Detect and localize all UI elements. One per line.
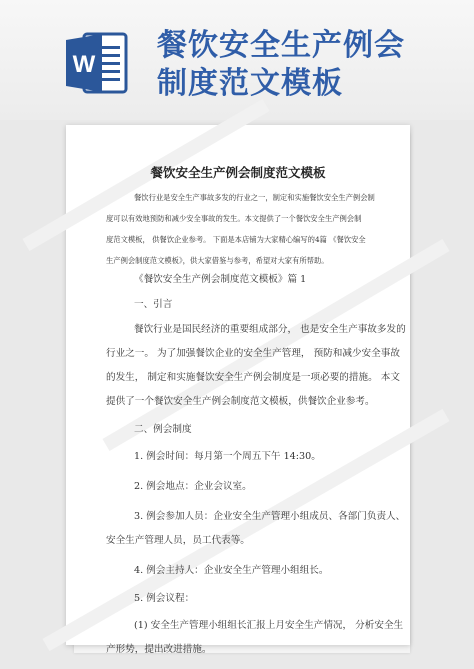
rule-item-host: 4. 例会主持人：企业安全生产管理小组组长。 (134, 565, 329, 576)
rule-item-agenda: 5. 例会议程： (134, 593, 195, 604)
banner-title-line1: 餐饮安全生产例会 (157, 28, 405, 63)
banner-header (0, 0, 474, 120)
intro-line-2: 度可以有效地预防和减少安全事故的发生。本文提供了一个餐饮安全生产例会制 (106, 214, 362, 223)
intro-line-4: 生产例会制度范文模板》，供大家借鉴与参考，希望对大家有所帮助。 (106, 256, 329, 265)
rule-item-attendees-2: 安全生产管理人员，员工代表等。 (106, 535, 250, 546)
section-heading-intro: 一、引言 (134, 299, 173, 310)
rule-item-attendees-1: 3. 例会参加人员：企业安全生产管理小组成员、各部门负责人、 (134, 511, 406, 522)
sub-heading: 《餐饮安全生产例会制度范文模板》篇 1 (134, 274, 307, 285)
para1-line-1: 餐饮行业是国民经济的重要组成部分， 也是安全生产事故多发的 (134, 324, 406, 335)
para1-line-2: 行业之一。 为了加强餐饮企业的安全生产管理， 预防和减少安全事故 (106, 348, 400, 359)
para1-line-3: 的发生， 制定和实施餐饮安全生产例会制度是一项必要的措施。 本文 (106, 372, 400, 383)
intro-line-3: 度范文模板， 供餐饮企业参考。 下面是本店铺为大家精心编写的4篇 《餐饮安全 (106, 235, 366, 244)
intro-line-1: 餐饮行业是安全生产事故多发的行业之一，制定和实施餐饮安全生产例会制 (134, 193, 375, 202)
word-document-icon (66, 30, 130, 96)
rule-item-location: 2. 例会地点：企业会议室。 (134, 481, 252, 492)
agenda-item-1-line-1: (1) 安全生产管理小组组长汇报上月安全生产情况， 分析安全生 (134, 620, 404, 631)
banner-title-line2: 制度范文模板 (157, 66, 343, 101)
document-title: 餐饮安全生产例会制度范文模板 (150, 165, 326, 180)
section-heading-rules: 二、例会制度 (134, 424, 192, 435)
svg-text:W: W (72, 51, 96, 78)
rule-item-time: 1. 例会时间：每月第一个周五下午 14:30。 (134, 451, 321, 462)
agenda-item-1-line-2: 产形势，提出改进措施。 (106, 644, 212, 655)
para1-line-4: 提供了一个餐饮安全生产例会制度范文模板，供餐饮企业参考。 (106, 396, 375, 407)
document-page (66, 125, 410, 655)
